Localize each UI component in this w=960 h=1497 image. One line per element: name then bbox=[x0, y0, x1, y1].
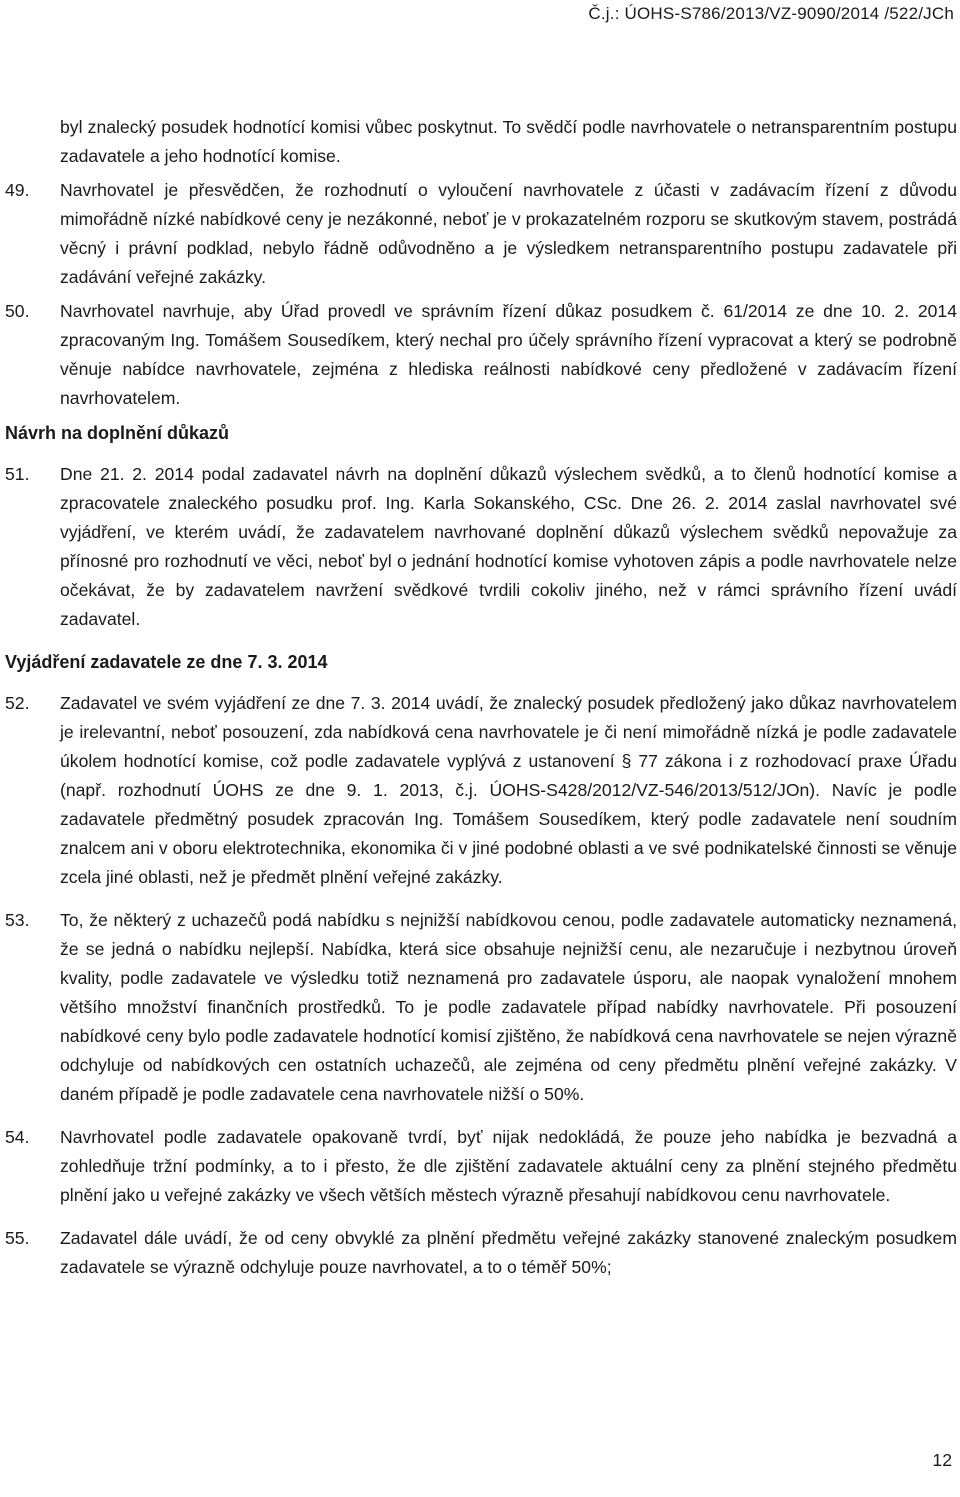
paragraph-number: 53. bbox=[5, 910, 30, 930]
document-reference: Č.j.: ÚOHS-S786/2013/VZ-9090/2014 /522/JCh bbox=[588, 4, 954, 23]
section-heading-evidence: Návrh na doplnění důkazů bbox=[5, 423, 230, 443]
paragraph-text: Navrhovatel navrhuje, aby Úřad provedl ve správním řízení důkaz posudkem č. 61/2014 ze dne 10. 2. 2014 zpracovaným Ing. Tomášem Sousedíkem, který nechal pro účely správního řízení vypracovat a který se podrobně věnuje nabídce navrhovatele, zejména z hlediska reálnosti nabídkové ceny předložené v zadávacím řízení navrhovatelem. bbox=[60, 301, 957, 408]
page-number: 12 bbox=[932, 1450, 952, 1470]
paragraph-55 bbox=[5, 1224, 957, 1282]
paragraph-text: Navrhovatel je přesvědčen, že rozhodnutí o vyloučení navrhovatele z účasti v zadávacím řízení z důvodu mimořádně nízké nabídkové ceny je nezákonné, neboť je v prokazatelném rozporu se skutkovým stavem, postrádá věcný i právní podklad, nebylo řádně odůvodněno a je výsledkem netransparentního postupu zadavatele při zadávání veřejné zakázky. bbox=[60, 180, 957, 287]
paragraph-text: To, že některý z uchazečů podá nabídku s nejnižší nabídkovou cenou, podle zadavatele automaticky neznamená, že se jedná o nabídku nejlepší. Nabídka, která sice obsahuje nejnižší cenu, ale nezaručuje i nezbytnou úroveň kvality, podle zadavatele ve výsledku totiž neznamená pro zadavatele úsporu, ale naopak vynaložení mnohem většího množství finančních prostředků. To je podle zadavatele případ nabídky navrhovatele. Při posouzení nabídkové ceny bylo podle zadavatele hodnotící komisí zjištěno, že nabídková cena navrhovatele se nejen výrazně odchyluje od nabídkových cen ostatních uchazečů, ale zejména od ceny předmětu plnění veřejné zakázky. V daném případě je podle zadavatele cena navrhovatele nižší o 50%. bbox=[60, 910, 957, 1104]
paragraph-49 bbox=[5, 176, 957, 292]
section-heading-statement: Vyjádření zadavatele ze dne 7. 3. 2014 bbox=[5, 652, 328, 672]
paragraph-text: Zadavatel ve svém vyjádření ze dne 7. 3. 2014 uvádí, že znalecký posudek předložený jako důkaz navrhovatelem je irelevantní, neboť posouzení, zda nabídková cena navrhovatele je či není mimořádně nízká je podle zadavatele úkolem hodnotící komise, což podle zadavatele vyplývá z ustanovení § 77 zákona i z rozhodovací praxe Úřadu (např. rozhodnutí ÚOHS ze dne 9. 1. 2013, č.j. ÚOHS-S428/2012/VZ-546/2013/512/JOn). Navíc je podle zadavatele předmětný posudek zpracován Ing. Tomášem Sousedíkem, který podle zadavatele není soudním znalcem ani v oboru elektrotechnika, ekonomika či v jiné podobné oblasti a ve své podnikatelské činnosti se věnuje zcela jiné oblasti, než je předmět plnění veřejné zakázky. bbox=[60, 693, 957, 887]
paragraph-number: 49. bbox=[5, 180, 30, 200]
paragraph-number: 52. bbox=[5, 693, 30, 713]
paragraph-50 bbox=[5, 297, 957, 413]
paragraph-52 bbox=[5, 689, 957, 892]
paragraph-number: 55. bbox=[5, 1228, 30, 1248]
paragraph-number: 54. bbox=[5, 1127, 30, 1147]
document-body bbox=[5, 113, 957, 1282]
continuation-paragraph: byl znalecký posudek hodnotící komisi vůbec poskytnut. To svědčí podle navrhovatele o netransparentním postupu zadavatele a jeho hodnotící komise. bbox=[60, 117, 957, 166]
paragraph-text: Dne 21. 2. 2014 podal zadavatel návrh na doplnění důkazů výslechem svědků, a to členů hodnotící komise a zpracovatele znaleckého posudku prof. Ing. Karla Sokanského, CSc. Dne 26. 2. 2014 zaslal navrhovatel své vyjádření, ve kterém uvádí, že zadavatelem navrhované doplnění důkazů výslechem svědků nepovažuje za přínosné pro rozhodnutí ve věci, neboť byl o jednání hodnotící komise vyhotoven zápis a podle navrhovatele nelze očekávat, že by zadavatelem navržení svědkové tvrdili cokoliv jiného, než v rámci správního řízení uvádí zadavatel. bbox=[60, 464, 957, 629]
paragraph-text: Zadavatel dále uvádí, že od ceny obvyklé za plnění předmětu veřejné zakázky stanovené znaleckým posudkem zadavatele se výrazně odchyluje pouze navrhovatel, a to o téměř 50%; bbox=[60, 1228, 957, 1277]
paragraph-53 bbox=[5, 906, 957, 1109]
paragraph-54 bbox=[5, 1123, 957, 1210]
paragraph-text: Navrhovatel podle zadavatele opakovaně tvrdí, byť nijak nedokládá, že pouze jeho nabídka je bezvadná a zohledňuje tržní podmínky, a to i přesto, že dle zjištění zadavatele aktuální ceny za plnění stejného předmětu plnění jako u veřejné zakázky ve všech větších městech výrazně přesahují nabídkovou cenu navrhovatele. bbox=[60, 1127, 957, 1205]
paragraph-number: 50. bbox=[5, 301, 30, 321]
paragraph-51 bbox=[5, 460, 957, 634]
paragraph-number: 51. bbox=[5, 464, 30, 484]
